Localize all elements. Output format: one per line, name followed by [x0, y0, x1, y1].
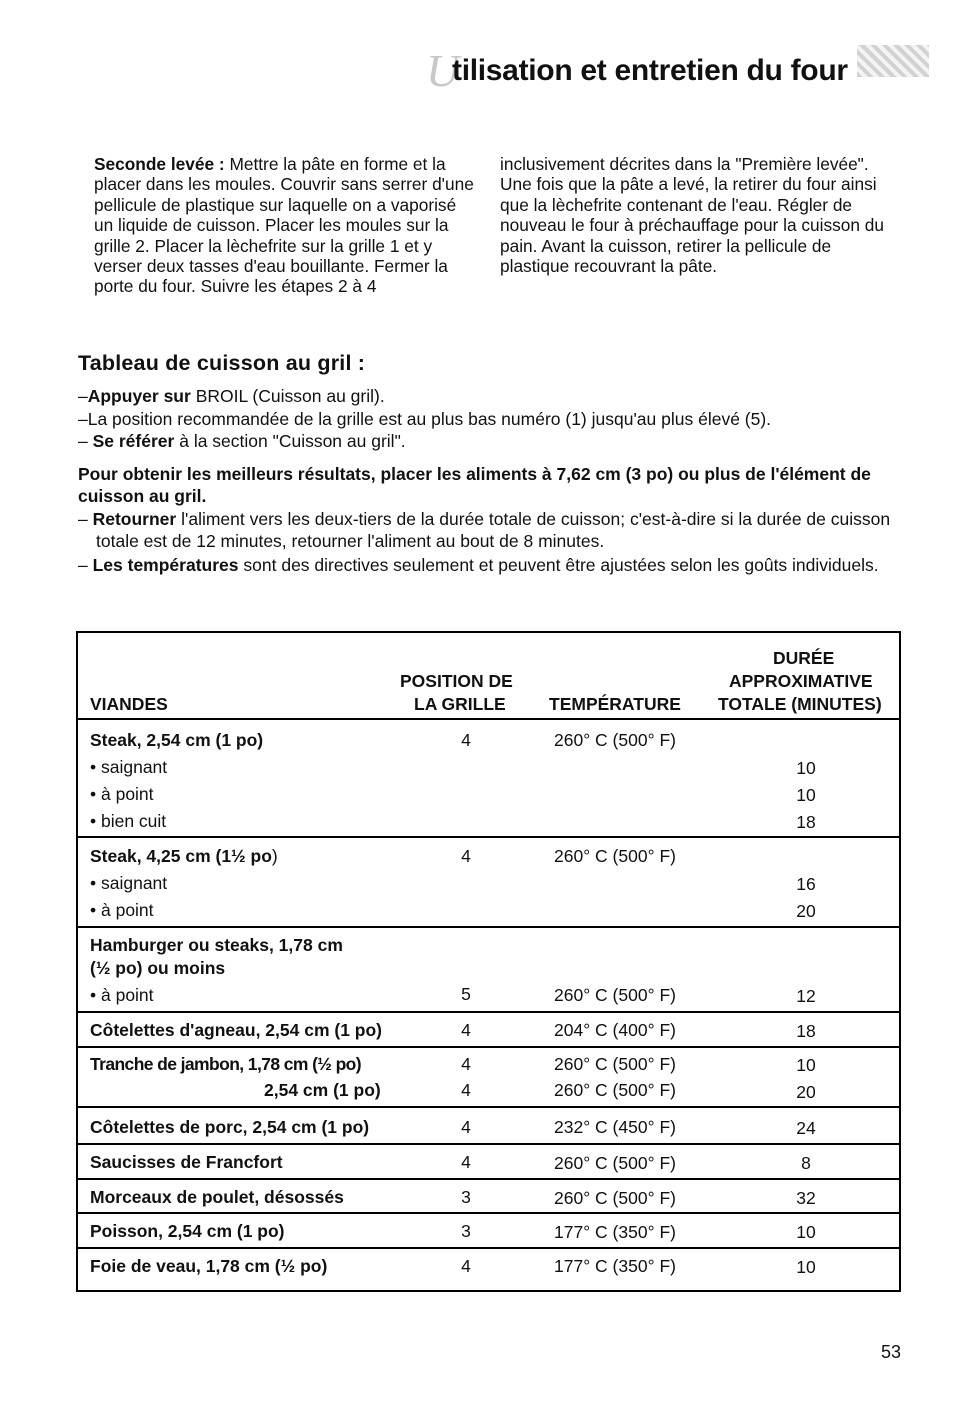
- row-position: 4: [461, 1256, 471, 1276]
- broil-chart-table: [76, 631, 901, 1292]
- row-time: 10: [796, 1222, 816, 1242]
- row-name: Côtelettes de porc, 2,54 cm (1 po): [90, 1117, 370, 1137]
- row-time: 10: [796, 785, 816, 805]
- row-temperature: 260° C (500° F): [554, 730, 676, 750]
- row-temperature: 260° C (500° F): [554, 1080, 676, 1100]
- row-time: 18: [796, 812, 816, 832]
- row-subitem: • à point: [90, 985, 154, 1005]
- row-subitem: • à point: [90, 784, 154, 804]
- row-position: 4: [461, 1117, 471, 1137]
- intro-right-text: inclusivement décrites dans la "Première levée". Une fois que la pâte a levé, la retirer du four ainsi que la lèchefrite contenant de l'eau. Régler de nouveau le four à préchauffage pour la cuisson du pain. Avant la cuisson, retirer la pellicule de plastique recouvrant la pâte.: [500, 154, 884, 277]
- header-duree-line1: DURÉE: [773, 648, 835, 668]
- divider: [78, 1046, 899, 1048]
- row-time: 32: [796, 1188, 816, 1208]
- row-temperature: 260° C (500° F): [554, 1188, 676, 1208]
- row-temperature: 260° C (500° F): [554, 846, 676, 866]
- row-name: Foie de veau, 1,78 cm (½ po): [90, 1256, 328, 1276]
- instruction-note: Pour obtenir les meilleurs résultats, placer les aliments à 7,62 cm (3 po) ou plus de l'élément de cuisson au gril.: [78, 463, 871, 506]
- row-time: 18: [796, 1021, 816, 1041]
- instruction-5: – Les températures sont des directives seulement et peuvent être ajustées selon les goûts individuels.: [78, 554, 879, 575]
- row-subitem: • à point: [90, 900, 154, 920]
- divider: [78, 926, 899, 928]
- row-position: 5: [461, 984, 471, 1004]
- header-duree-line3: TOTALE (MINUTES): [718, 694, 882, 714]
- row-position: 4: [461, 1054, 471, 1074]
- row-name: Côtelettes d'agneau, 2,54 cm (1 po): [90, 1020, 383, 1040]
- row-name: Tranche de jambon, 1,78 cm (½ po): [90, 1054, 361, 1074]
- header-duree-line2: APPROXIMATIVE: [729, 671, 873, 691]
- row-position: 4: [461, 1020, 471, 1040]
- intro-label: Seconde levée :: [94, 154, 225, 174]
- row-temperature: 260° C (500° F): [554, 1054, 676, 1074]
- row-time: 20: [796, 1082, 816, 1102]
- row-position: 4: [461, 846, 471, 866]
- header-title-initial: U: [426, 45, 460, 96]
- instruction-1: –Appuyer sur BROIL (Cuisson au gril).: [78, 386, 385, 406]
- row-name-line2: (½ po) ou moins: [90, 958, 226, 978]
- row-temperature: 204° C (400° F): [554, 1020, 676, 1040]
- row-name: 2,54 cm (1 po): [264, 1080, 381, 1100]
- row-time: 12: [796, 986, 816, 1006]
- row-temperature: 260° C (500° F): [554, 1153, 676, 1173]
- row-time: 24: [796, 1118, 816, 1138]
- row-position: 3: [461, 1221, 471, 1241]
- row-time: 16: [796, 874, 816, 894]
- divider: [78, 1212, 899, 1214]
- header-title: tilisation et entretien du four: [452, 54, 848, 87]
- row-subitem: • saignant: [90, 757, 168, 777]
- row-name: Steak, 2,54 cm (1 po): [90, 730, 264, 750]
- row-time: 10: [796, 1257, 816, 1277]
- header-position-line1: POSITION DE: [400, 671, 513, 691]
- row-temperature: 232° C (450° F): [554, 1117, 676, 1137]
- intro-left-text: Mettre la pâte en forme et la placer dans les moules. Couvrir sans serrer d'une pellicule de plastique sur laquelle on a vaporisé un liquide de cuisson. Placer les moules sur la grille 2. Placer la lèchefrite sur la grille 1 et y verser deux tasses d'eau bouillante. Fermer la porte du four. Suivre les étapes 2 à 4: [94, 154, 474, 297]
- instruction-4: – Retourner l'aliment vers les deux-tiers de la durée totale de cuisson; c'est-à-dire si la durée de cuisson totale est de 12 minutes, retourner l'aliment au bout de 8 minutes.: [78, 508, 891, 551]
- instruction-3: – Se référer à la section "Cuisson au gril".: [78, 431, 406, 451]
- page-number: 53: [880, 1342, 901, 1362]
- header-temperature: TEMPÉRATURE: [549, 694, 681, 714]
- row-position: 4: [461, 730, 471, 750]
- page-header: [0, 40, 973, 104]
- header-position-line2: LA GRILLE: [414, 694, 506, 714]
- row-name: Hamburger ou steaks, 1,78 cm: [90, 935, 343, 955]
- section-title: Tableau de cuisson au gril :: [78, 351, 366, 375]
- divider: [78, 1106, 899, 1108]
- divider: [78, 1143, 899, 1145]
- row-position: 3: [461, 1187, 471, 1207]
- divider: [78, 1011, 899, 1013]
- row-position: 4: [461, 1080, 471, 1100]
- row-temperature: 260° C (500° F): [554, 985, 676, 1005]
- row-time: 8: [801, 1153, 811, 1173]
- header-decorative-pattern: [857, 45, 929, 77]
- divider: [78, 1247, 899, 1249]
- row-position: 4: [461, 1152, 471, 1172]
- row-subitem: • bien cuit: [90, 811, 167, 831]
- row-temperature: 177° C (350° F): [554, 1222, 676, 1242]
- instruction-2: –La position recommandée de la grille est au plus bas numéro (1) jusqu'au plus élevé (5).: [78, 408, 772, 429]
- row-time: 20: [796, 901, 816, 921]
- row-name: Saucisses de Francfort: [90, 1152, 283, 1172]
- header-viandes: VIANDES: [90, 694, 168, 714]
- row-temperature: 177° C (350° F): [554, 1256, 676, 1276]
- divider: [78, 1178, 899, 1180]
- intro-right-column: [500, 154, 900, 276]
- intro-left-column: [94, 154, 474, 297]
- divider: [78, 836, 899, 838]
- row-time: 10: [796, 1055, 816, 1075]
- row-time: 10: [796, 758, 816, 778]
- instructions-list: [78, 385, 918, 576]
- row-name: Steak, 4,25 cm (1½ po): [90, 846, 278, 866]
- divider: [78, 718, 899, 720]
- row-name: Poisson, 2,54 cm (1 po): [90, 1221, 285, 1241]
- row-subitem: • saignant: [90, 873, 168, 893]
- row-name: Morceaux de poulet, désossés: [90, 1187, 344, 1207]
